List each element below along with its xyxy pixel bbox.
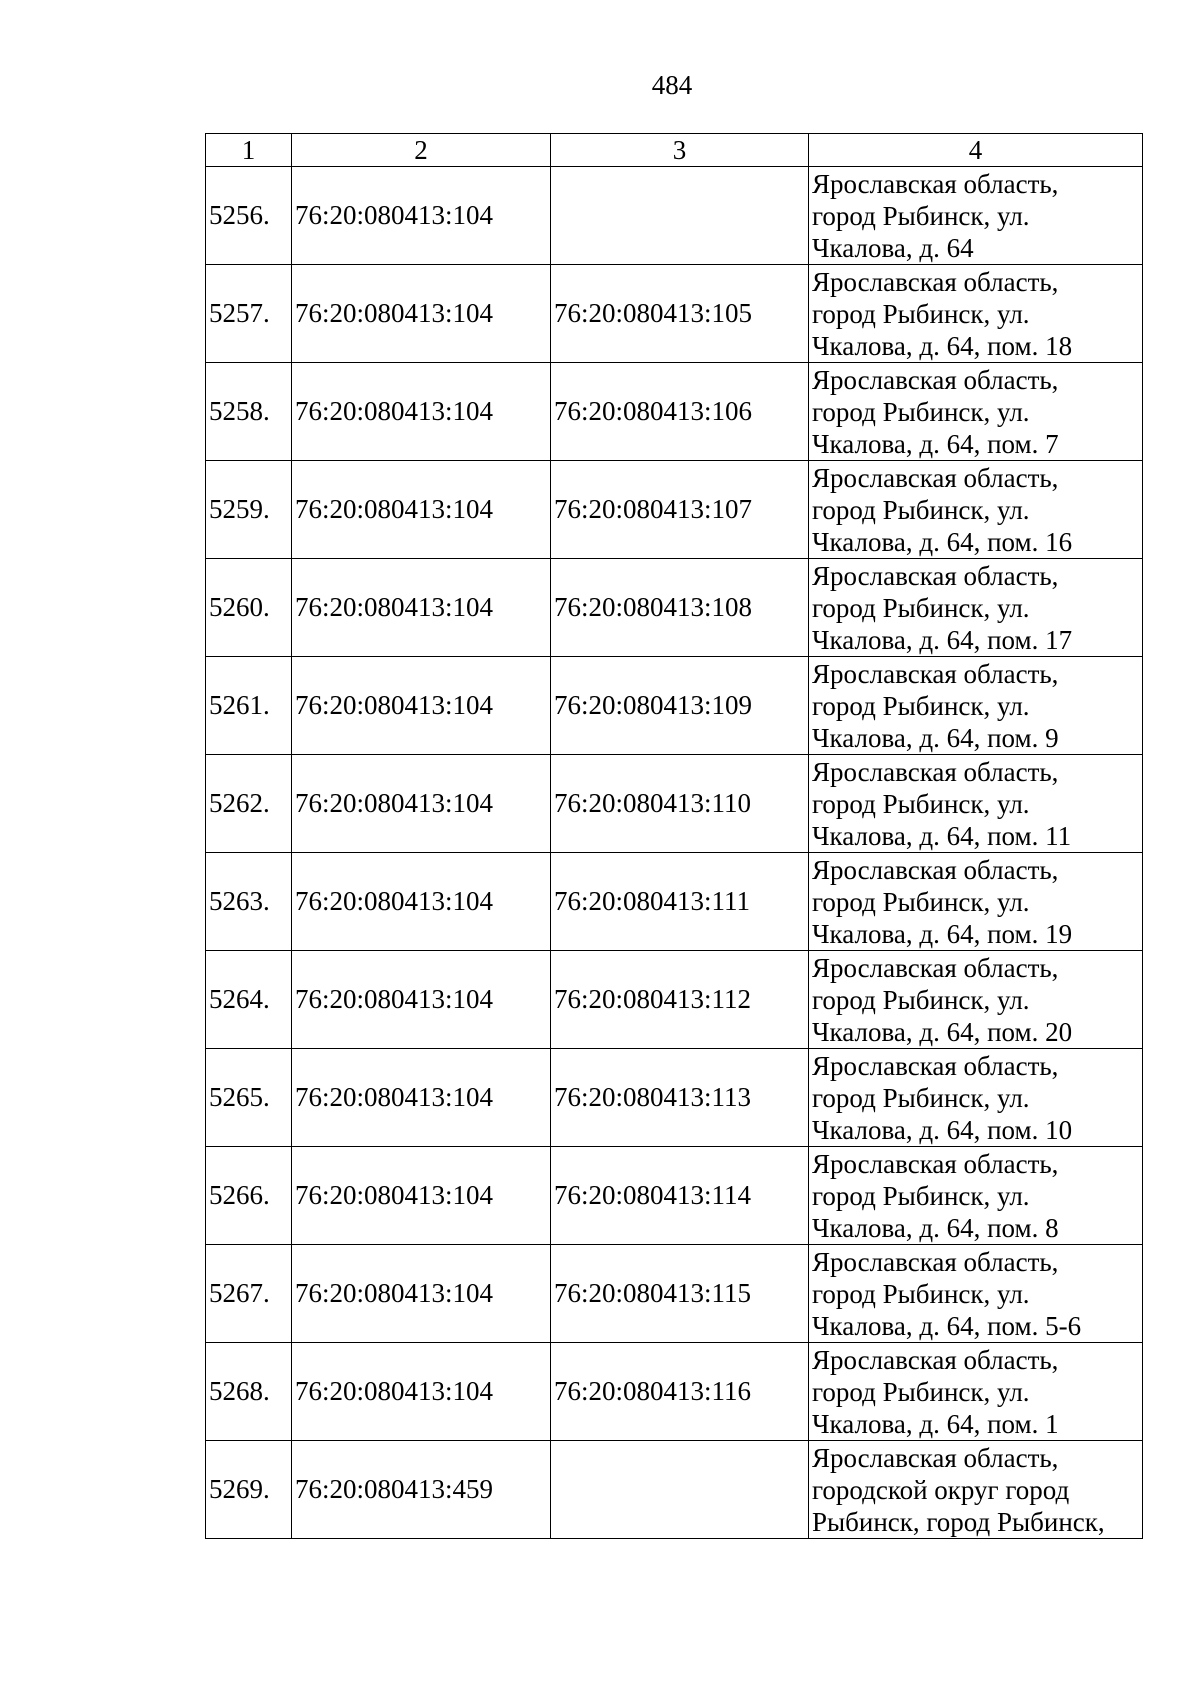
table-body — [206, 167, 1143, 1539]
address-line: Чкалова, д. 64, пом. 9 — [812, 722, 1059, 753]
table-row — [206, 559, 1143, 657]
address-line: город Рыбинск, ул. — [812, 690, 1030, 721]
parcel-number-cell: 76:20:080413:104 — [292, 1147, 551, 1245]
address-line: Ярославская область, — [812, 364, 1059, 395]
address-line: Чкалова, д. 64, пом. 17 — [812, 624, 1073, 655]
table-row — [206, 1049, 1143, 1147]
table-row — [206, 265, 1143, 363]
address-line: Чкалова, д. 64, пом. 7 — [812, 428, 1059, 459]
table-row — [206, 461, 1143, 559]
address-line: Чкалова, д. 64, пом. 8 — [812, 1212, 1059, 1243]
row-number-cell: 5263. — [206, 853, 292, 951]
address-line: Чкалова, д. 64, пом. 1 — [812, 1408, 1059, 1439]
table-row — [206, 1147, 1143, 1245]
address-cell — [809, 265, 1143, 363]
object-number-cell: 76:20:080413:107 — [551, 461, 809, 559]
table-row — [206, 1343, 1143, 1441]
address-line: Ярославская область, — [812, 266, 1059, 297]
row-number-cell: 5260. — [206, 559, 292, 657]
row-number-cell: 5261. — [206, 657, 292, 755]
address-line: Чкалова, д. 64, пом. 19 — [812, 918, 1073, 949]
header-col-1: 1 — [206, 134, 292, 167]
address-line: город Рыбинск, ул. — [812, 1180, 1030, 1211]
address-line: Ярославская область, — [812, 756, 1059, 787]
parcel-number-cell: 76:20:080413:459 — [292, 1441, 551, 1539]
parcel-number-cell: 76:20:080413:104 — [292, 853, 551, 951]
parcel-number-cell: 76:20:080413:104 — [292, 755, 551, 853]
row-number-cell: 5256. — [206, 167, 292, 265]
row-number-cell: 5266. — [206, 1147, 292, 1245]
object-number-cell: 76:20:080413:112 — [551, 951, 809, 1049]
address-line: Ярославская область, — [812, 1442, 1059, 1473]
address-line: город Рыбинск, ул. — [812, 592, 1030, 623]
address-line: город Рыбинск, ул. — [812, 200, 1030, 231]
parcel-number-cell: 76:20:080413:104 — [292, 951, 551, 1049]
object-number-cell: 76:20:080413:106 — [551, 363, 809, 461]
parcel-number-cell: 76:20:080413:104 — [292, 657, 551, 755]
object-number-cell: 76:20:080413:113 — [551, 1049, 809, 1147]
parcel-number-cell: 76:20:080413:104 — [292, 265, 551, 363]
header-row — [206, 134, 1143, 167]
address-line: город Рыбинск, ул. — [812, 788, 1030, 819]
parcel-number-cell: 76:20:080413:104 — [292, 1049, 551, 1147]
table-row — [206, 657, 1143, 755]
registry-table — [205, 133, 1143, 1539]
parcel-number-cell: 76:20:080413:104 — [292, 167, 551, 265]
parcel-number-cell: 76:20:080413:104 — [292, 559, 551, 657]
address-line: городской округ город — [812, 1474, 1070, 1505]
object-number-cell: 76:20:080413:108 — [551, 559, 809, 657]
table-row — [206, 1441, 1143, 1539]
row-number-cell: 5257. — [206, 265, 292, 363]
address-line: город Рыбинск, ул. — [812, 984, 1030, 1015]
table-header — [206, 134, 1143, 167]
address-cell — [809, 951, 1143, 1049]
header-col-2: 2 — [292, 134, 551, 167]
address-cell — [809, 559, 1143, 657]
address-line: Чкалова, д. 64, пом. 18 — [812, 330, 1073, 361]
object-number-cell: 76:20:080413:111 — [551, 853, 809, 951]
address-line: Чкалова, д. 64, пом. 11 — [812, 820, 1072, 851]
row-number-cell: 5265. — [206, 1049, 292, 1147]
header-col-4: 4 — [809, 134, 1143, 167]
address-cell — [809, 657, 1143, 755]
address-cell — [809, 1343, 1143, 1441]
object-number-cell: 76:20:080413:109 — [551, 657, 809, 755]
address-cell — [809, 755, 1143, 853]
address-line: Ярославская область, — [812, 1050, 1059, 1081]
address-line: город Рыбинск, ул. — [812, 1278, 1030, 1309]
address-cell — [809, 461, 1143, 559]
table-row — [206, 951, 1143, 1049]
row-number-cell: 5258. — [206, 363, 292, 461]
object-number-cell: 76:20:080413:105 — [551, 265, 809, 363]
parcel-number-cell: 76:20:080413:104 — [292, 461, 551, 559]
table-row — [206, 1245, 1143, 1343]
address-line: Ярославская область, — [812, 854, 1059, 885]
address-line: Ярославская область, — [812, 1148, 1059, 1179]
address-line: Ярославская область, — [812, 1344, 1059, 1375]
row-number-cell: 5268. — [206, 1343, 292, 1441]
table-row — [206, 755, 1143, 853]
address-line: Ярославская область, — [812, 1246, 1059, 1277]
address-line: Чкалова, д. 64, пом. 5-6 — [812, 1310, 1082, 1341]
object-number-cell — [551, 1441, 809, 1539]
address-line: Рыбинск, город Рыбинск, — [812, 1506, 1105, 1537]
row-number-cell: 5264. — [206, 951, 292, 1049]
address-cell — [809, 1049, 1143, 1147]
header-col-3: 3 — [551, 134, 809, 167]
parcel-number-cell: 76:20:080413:104 — [292, 1343, 551, 1441]
address-line: Чкалова, д. 64, пом. 16 — [812, 526, 1073, 557]
address-line: город Рыбинск, ул. — [812, 886, 1030, 917]
object-number-cell — [551, 167, 809, 265]
table-row — [206, 167, 1143, 265]
object-number-cell: 76:20:080413:110 — [551, 755, 809, 853]
address-cell — [809, 1441, 1143, 1539]
address-line: Чкалова, д. 64 — [812, 232, 974, 263]
parcel-number-cell: 76:20:080413:104 — [292, 1245, 551, 1343]
address-line: город Рыбинск, ул. — [812, 494, 1030, 525]
table-row — [206, 363, 1143, 461]
address-line: Ярославская область, — [812, 658, 1059, 689]
address-cell — [809, 1147, 1143, 1245]
address-line: Чкалова, д. 64, пом. 10 — [812, 1114, 1073, 1145]
page-number: 484 — [651, 70, 693, 100]
row-number-cell: 5269. — [206, 1441, 292, 1539]
address-cell — [809, 853, 1143, 951]
address-line: город Рыбинск, ул. — [812, 396, 1030, 427]
address-line: город Рыбинск, ул. — [812, 1082, 1030, 1113]
address-line: Ярославская область, — [812, 462, 1059, 493]
address-line: Ярославская область, — [812, 560, 1059, 591]
table-row — [206, 853, 1143, 951]
address-cell — [809, 1245, 1143, 1343]
address-line: Ярославская область, — [812, 952, 1059, 983]
address-cell — [809, 363, 1143, 461]
address-line: Чкалова, д. 64, пом. 20 — [812, 1016, 1073, 1047]
row-number-cell: 5259. — [206, 461, 292, 559]
address-cell — [809, 167, 1143, 265]
row-number-cell: 5267. — [206, 1245, 292, 1343]
address-line: Ярославская область, — [812, 168, 1059, 199]
object-number-cell: 76:20:080413:115 — [551, 1245, 809, 1343]
address-line: город Рыбинск, ул. — [812, 1376, 1030, 1407]
parcel-number-cell: 76:20:080413:104 — [292, 363, 551, 461]
object-number-cell: 76:20:080413:116 — [551, 1343, 809, 1441]
row-number-cell: 5262. — [206, 755, 292, 853]
object-number-cell: 76:20:080413:114 — [551, 1147, 809, 1245]
address-line: город Рыбинск, ул. — [812, 298, 1030, 329]
